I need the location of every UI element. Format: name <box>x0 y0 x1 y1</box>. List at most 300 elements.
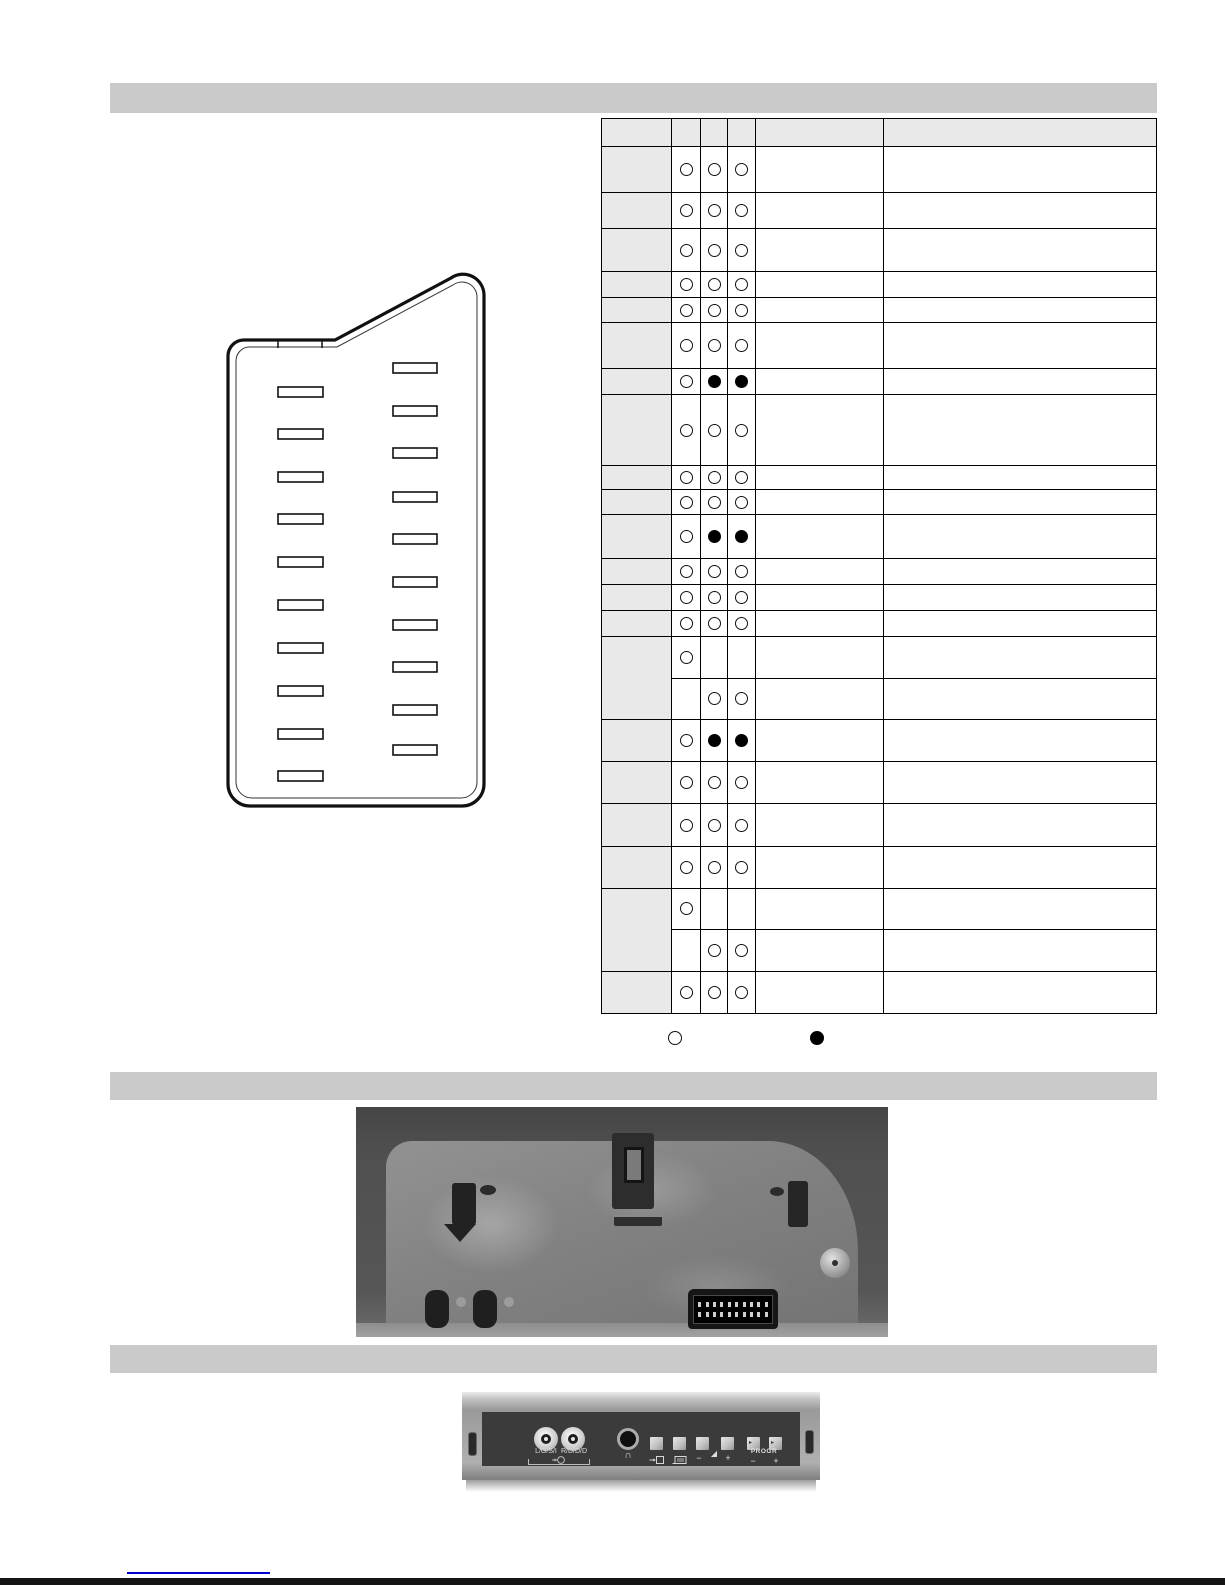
open-circle-icon <box>735 692 748 705</box>
pin-row <box>602 193 1156 229</box>
open-circle-icon <box>708 471 721 484</box>
scart-pin-slot <box>393 745 437 755</box>
circle-cell <box>728 193 756 228</box>
open-circle-icon <box>735 471 748 484</box>
circle-cell <box>728 972 756 1013</box>
scart-socket-pin <box>698 1302 701 1307</box>
scart-pin-slot <box>393 662 437 672</box>
antenna-socket <box>820 1248 850 1278</box>
description-cell <box>884 804 1156 846</box>
circle-cell <box>672 637 701 678</box>
circle-cell <box>728 490 756 514</box>
open-circle-icon <box>680 204 693 217</box>
header-cell-ext1 <box>672 119 701 146</box>
open-circle-icon <box>708 819 721 832</box>
front-photo-shadow <box>466 1480 816 1492</box>
circle-cell <box>672 147 701 192</box>
circle-cell <box>728 611 756 636</box>
pin-row <box>602 395 1156 466</box>
open-circle-icon <box>680 986 693 999</box>
circle-cell <box>672 559 701 584</box>
pin-row <box>602 762 1156 804</box>
scart-socket-pin <box>728 1312 731 1317</box>
circle-cell <box>701 515 728 558</box>
antenna-socket-center <box>832 1260 838 1266</box>
description-cell <box>884 889 1156 929</box>
front-controls-photo <box>462 1392 820 1492</box>
scart-pin-slot <box>393 705 437 715</box>
pin-number-cell <box>602 369 672 394</box>
pin-subrow <box>672 930 1156 971</box>
scart-pin-slot <box>393 577 437 587</box>
scart-socket-pins <box>693 1295 773 1324</box>
volume-up-button <box>721 1437 734 1450</box>
pin-number-cell <box>602 466 672 489</box>
scart-socket-pin <box>757 1312 760 1317</box>
scart-pin-slot <box>278 771 323 781</box>
footer-link-underline[interactable] <box>127 1572 270 1574</box>
circle-cell <box>672 369 701 394</box>
front-left-slot <box>468 1432 477 1456</box>
pin-number-cell <box>602 193 672 228</box>
circle-cell <box>672 762 701 803</box>
pin-row <box>602 720 1156 762</box>
header-cell-signal <box>756 119 884 146</box>
scart-socket-pin <box>743 1312 746 1317</box>
open-circle-icon <box>680 734 693 747</box>
pin-subrow <box>672 679 1156 720</box>
circle-cell <box>728 395 756 465</box>
circle-cell <box>701 490 728 514</box>
scart-pin-slot <box>278 429 323 439</box>
scart-socket-pin-row <box>694 1302 772 1307</box>
open-circle-icon <box>735 424 748 437</box>
circle-cell <box>728 889 756 929</box>
circle-cell <box>672 298 701 322</box>
description-cell <box>884 720 1156 761</box>
open-circle-icon <box>680 617 693 630</box>
signal-cell <box>756 272 884 297</box>
signal-cell <box>756 298 884 322</box>
audio-left-label: L/G/S/I <box>535 1448 557 1455</box>
rear-left-clip-arrow <box>444 1224 476 1242</box>
scart-pin-slot <box>393 620 437 630</box>
circle-cell <box>701 395 728 465</box>
pin-row <box>602 323 1156 369</box>
open-circle-icon <box>680 424 693 437</box>
pin-number-cell <box>602 762 672 803</box>
signal-cell <box>756 559 884 584</box>
av-input-icon <box>649 1455 665 1465</box>
circle-cell <box>701 369 728 394</box>
description-cell <box>884 611 1156 636</box>
page-bottom-edge <box>0 1578 1225 1585</box>
open-circle-icon <box>680 244 693 257</box>
pin-number-cell <box>602 804 672 846</box>
open-circle-icon <box>708 163 721 176</box>
scart-pin-slot <box>278 557 323 567</box>
description-cell <box>884 490 1156 514</box>
pin-number-cell <box>602 720 672 761</box>
table-header-row <box>602 119 1156 147</box>
pin-row <box>602 559 1156 585</box>
scart-socket-pin <box>720 1302 723 1307</box>
pin-row <box>602 298 1156 323</box>
open-circle-icon <box>735 244 748 257</box>
signal-cell <box>756 369 884 394</box>
rear-center-clip-hole <box>624 1147 644 1183</box>
menu-button <box>673 1437 686 1450</box>
open-circle-icon <box>735 204 748 217</box>
open-circle-icon <box>708 424 721 437</box>
open-circle-icon <box>708 591 721 604</box>
circle-cell <box>728 298 756 322</box>
pin-row <box>602 490 1156 515</box>
pin-row <box>602 637 1156 720</box>
open-circle-icon <box>708 304 721 317</box>
pin-number-cell <box>602 515 672 558</box>
pin-subrow <box>672 637 1156 679</box>
pin-subrow <box>672 889 1156 930</box>
scart-socket <box>688 1289 778 1329</box>
signal-cell <box>756 323 884 368</box>
section-banner-bottom <box>110 1345 1157 1373</box>
circle-cell <box>701 466 728 489</box>
scart-socket-pin-row <box>694 1312 772 1317</box>
open-circle-icon <box>735 339 748 352</box>
circle-cell <box>728 720 756 761</box>
signal-cell <box>756 515 884 558</box>
scart-socket-pin <box>757 1302 760 1307</box>
volume-minus-label: − <box>696 1453 702 1463</box>
front-right-slot <box>805 1430 814 1454</box>
description-cell <box>884 515 1156 558</box>
open-circle-icon <box>735 163 748 176</box>
signal-cell <box>756 930 884 971</box>
scart-pin-slot <box>393 492 437 502</box>
open-circle-icon <box>680 902 693 915</box>
pin-number-cell <box>602 611 672 636</box>
scart-socket-pin <box>728 1302 731 1307</box>
scart-socket-pin <box>735 1302 738 1307</box>
circle-cell <box>728 585 756 610</box>
scart-socket-pin <box>750 1302 753 1307</box>
open-circle-icon <box>680 375 693 388</box>
description-cell <box>884 466 1156 489</box>
header-cell-ext3 <box>728 119 756 146</box>
signal-cell <box>756 490 884 514</box>
filled-circle-icon <box>735 734 748 747</box>
open-circle-icon <box>708 861 721 874</box>
description-cell <box>884 229 1156 271</box>
circle-cell <box>701 762 728 803</box>
section-banner-middle <box>110 1072 1157 1100</box>
signal-cell <box>756 193 884 228</box>
program-plus-label: + <box>773 1456 779 1466</box>
circle-cell <box>728 369 756 394</box>
open-circle-icon <box>680 530 693 543</box>
signal-cell <box>756 679 884 720</box>
audio-jack-right-pin <box>571 1437 575 1441</box>
circle-cell <box>728 637 756 678</box>
circle-cell <box>701 229 728 271</box>
rear-center-clip <box>612 1133 654 1209</box>
circle-cell <box>701 272 728 297</box>
rear-right-clip <box>788 1181 808 1227</box>
circle-cell <box>701 323 728 368</box>
rear-center-clip-bar <box>614 1215 662 1226</box>
circle-cell <box>672 847 701 888</box>
open-circle-icon <box>708 944 721 957</box>
pin-number-cell <box>602 490 672 514</box>
volume-icon: ◢ <box>710 1449 718 1458</box>
description-cell <box>884 930 1156 971</box>
circle-cell <box>672 585 701 610</box>
pin-row-split <box>672 637 1156 719</box>
circle-cell <box>672 193 701 228</box>
scart-socket-pin <box>706 1302 709 1307</box>
header-cell-description <box>884 119 1156 146</box>
open-circle-icon <box>735 944 748 957</box>
open-circle-icon <box>708 204 721 217</box>
signal-cell <box>756 804 884 846</box>
circle-cell <box>728 559 756 584</box>
description-cell <box>884 679 1156 720</box>
pin-table-body <box>602 147 1156 1013</box>
circle-cell <box>672 679 701 720</box>
filled-circle-icon <box>735 530 748 543</box>
rear-left-clip <box>452 1183 476 1225</box>
circle-cell <box>701 147 728 192</box>
rear-right-stud <box>770 1187 784 1196</box>
circle-cell <box>672 611 701 636</box>
open-circle-icon <box>708 565 721 578</box>
circle-cell <box>672 466 701 489</box>
pin-number-cell <box>602 323 672 368</box>
audio-input-icon <box>551 1455 567 1465</box>
signal-cell <box>756 229 884 271</box>
filled-circle-icon <box>735 375 748 388</box>
audio-right-label: R/D/D/D <box>560 1448 588 1455</box>
filled-circle-legend-icon <box>810 1031 824 1045</box>
circle-cell <box>728 515 756 558</box>
open-circle-icon <box>680 496 693 509</box>
circle-cell <box>672 889 701 929</box>
circle-cell <box>701 298 728 322</box>
circle-cell <box>728 323 756 368</box>
circle-cell <box>672 323 701 368</box>
open-circle-icon <box>680 304 693 317</box>
circle-cell <box>728 930 756 971</box>
section-banner-top <box>110 83 1157 113</box>
circle-cell <box>728 804 756 846</box>
open-circle-icon <box>735 776 748 789</box>
open-circle-icon <box>735 591 748 604</box>
program-label: PROGR <box>750 1448 778 1455</box>
scart-socket-pin <box>750 1312 753 1317</box>
audio-jack-left-pin <box>544 1437 548 1441</box>
open-circle-icon <box>708 496 721 509</box>
pin-row <box>602 804 1156 847</box>
open-circle-icon <box>735 819 748 832</box>
description-cell <box>884 585 1156 610</box>
circle-cell <box>701 847 728 888</box>
open-circle-icon <box>708 244 721 257</box>
pin-number-cell <box>602 847 672 888</box>
signal-cell <box>756 720 884 761</box>
scart-socket-pin <box>765 1302 768 1307</box>
open-circle-icon <box>680 163 693 176</box>
circle-cell <box>728 466 756 489</box>
header-cell-pin <box>602 119 672 146</box>
pin-number-cell <box>602 637 672 719</box>
scart-outline-outer <box>228 274 484 806</box>
signal-cell <box>756 585 884 610</box>
circle-cell <box>701 679 728 720</box>
open-circle-icon <box>735 861 748 874</box>
description-cell <box>884 847 1156 888</box>
scart-pin-table <box>601 118 1157 1014</box>
description-cell <box>884 369 1156 394</box>
pin-row <box>602 611 1156 637</box>
open-circle-icon <box>680 278 693 291</box>
pin-row <box>602 147 1156 193</box>
menu-icon <box>672 1455 688 1465</box>
scart-pin-slot <box>393 448 437 458</box>
circle-cell <box>672 515 701 558</box>
pin-number-cell <box>602 585 672 610</box>
rear-knockout-2 <box>473 1290 497 1328</box>
open-circle-icon <box>680 471 693 484</box>
rear-panel-photo <box>356 1107 888 1337</box>
open-circle-icon <box>680 565 693 578</box>
circle-cell <box>728 762 756 803</box>
program-down-mark: ▸ <box>749 1440 753 1446</box>
open-circle-icon <box>680 776 693 789</box>
scart-socket-pin <box>720 1312 723 1317</box>
scart-pin-slot <box>278 729 323 739</box>
circle-cell <box>728 147 756 192</box>
open-circle-legend-icon <box>668 1031 682 1045</box>
pin-number-cell <box>602 147 672 192</box>
signal-cell <box>756 637 884 678</box>
open-circle-icon <box>680 819 693 832</box>
open-circle-icon <box>708 617 721 630</box>
open-circle-icon <box>735 986 748 999</box>
open-circle-icon <box>708 339 721 352</box>
description-cell <box>884 193 1156 228</box>
description-cell <box>884 272 1156 297</box>
description-cell <box>884 323 1156 368</box>
scart-pin-slot <box>278 643 323 653</box>
circle-cell <box>701 193 728 228</box>
volume-plus-label: + <box>725 1453 731 1463</box>
description-cell <box>884 147 1156 192</box>
circle-cell <box>672 804 701 846</box>
description-cell <box>884 395 1156 465</box>
circle-cell <box>728 229 756 271</box>
scart-pin-slot <box>278 514 323 524</box>
pin-row <box>602 272 1156 298</box>
open-circle-icon <box>735 617 748 630</box>
pin-number-cell <box>602 298 672 322</box>
pin-row <box>602 466 1156 490</box>
scart-socket-pin <box>735 1312 738 1317</box>
rear-left-stud <box>480 1185 496 1195</box>
description-cell <box>884 972 1156 1013</box>
pin-number-cell <box>602 229 672 271</box>
circle-cell <box>701 559 728 584</box>
description-cell <box>884 559 1156 584</box>
scart-pin-slot <box>393 363 437 373</box>
open-circle-icon <box>735 304 748 317</box>
circle-cell <box>728 847 756 888</box>
open-circle-icon <box>708 692 721 705</box>
circle-cell <box>672 930 701 971</box>
circle-cell <box>672 229 701 271</box>
open-circle-icon <box>735 496 748 509</box>
circle-cell <box>672 272 701 297</box>
scart-socket-pin <box>743 1302 746 1307</box>
filled-circle-icon <box>708 530 721 543</box>
signal-cell <box>756 972 884 1013</box>
scart-pin-slot <box>278 472 323 482</box>
pin-number-cell <box>602 395 672 465</box>
rear-screw-2 <box>504 1297 514 1307</box>
scart-pin-slot <box>278 387 323 397</box>
program-up-mark: ▸ <box>771 1440 775 1446</box>
pin-row <box>602 585 1156 611</box>
headphone-icon: ∩ <box>624 1450 632 1461</box>
pin-number-cell <box>602 559 672 584</box>
circle-cell <box>701 930 728 971</box>
circle-cell <box>672 490 701 514</box>
pin-row <box>602 889 1156 972</box>
description-cell <box>884 637 1156 678</box>
pin-row <box>602 369 1156 395</box>
circle-cell <box>672 972 701 1013</box>
open-circle-icon <box>680 339 693 352</box>
description-cell <box>884 298 1156 322</box>
scart-socket-pin <box>706 1312 709 1317</box>
filled-circle-icon <box>708 734 721 747</box>
signal-cell <box>756 889 884 929</box>
headphone-jack <box>617 1428 639 1450</box>
open-circle-icon <box>708 986 721 999</box>
scart-pin-slot <box>278 686 323 696</box>
scart-pin-slot <box>393 406 437 416</box>
header-cell-ext2 <box>701 119 728 146</box>
signal-cell <box>756 395 884 465</box>
pin-row <box>602 972 1156 1013</box>
pin-row-split <box>672 889 1156 971</box>
circle-cell <box>701 611 728 636</box>
scart-socket-pin <box>713 1312 716 1317</box>
pin-number-cell <box>602 272 672 297</box>
rear-screw-1 <box>456 1297 466 1307</box>
signal-cell <box>756 466 884 489</box>
pin-row <box>602 847 1156 889</box>
circle-cell <box>701 804 728 846</box>
signal-cell <box>756 762 884 803</box>
signal-cell <box>756 847 884 888</box>
circle-cell <box>701 637 728 678</box>
scart-pin-slot <box>278 600 323 610</box>
open-circle-icon <box>735 278 748 291</box>
open-circle-icon <box>708 278 721 291</box>
circle-cell <box>672 395 701 465</box>
open-circle-icon <box>680 591 693 604</box>
